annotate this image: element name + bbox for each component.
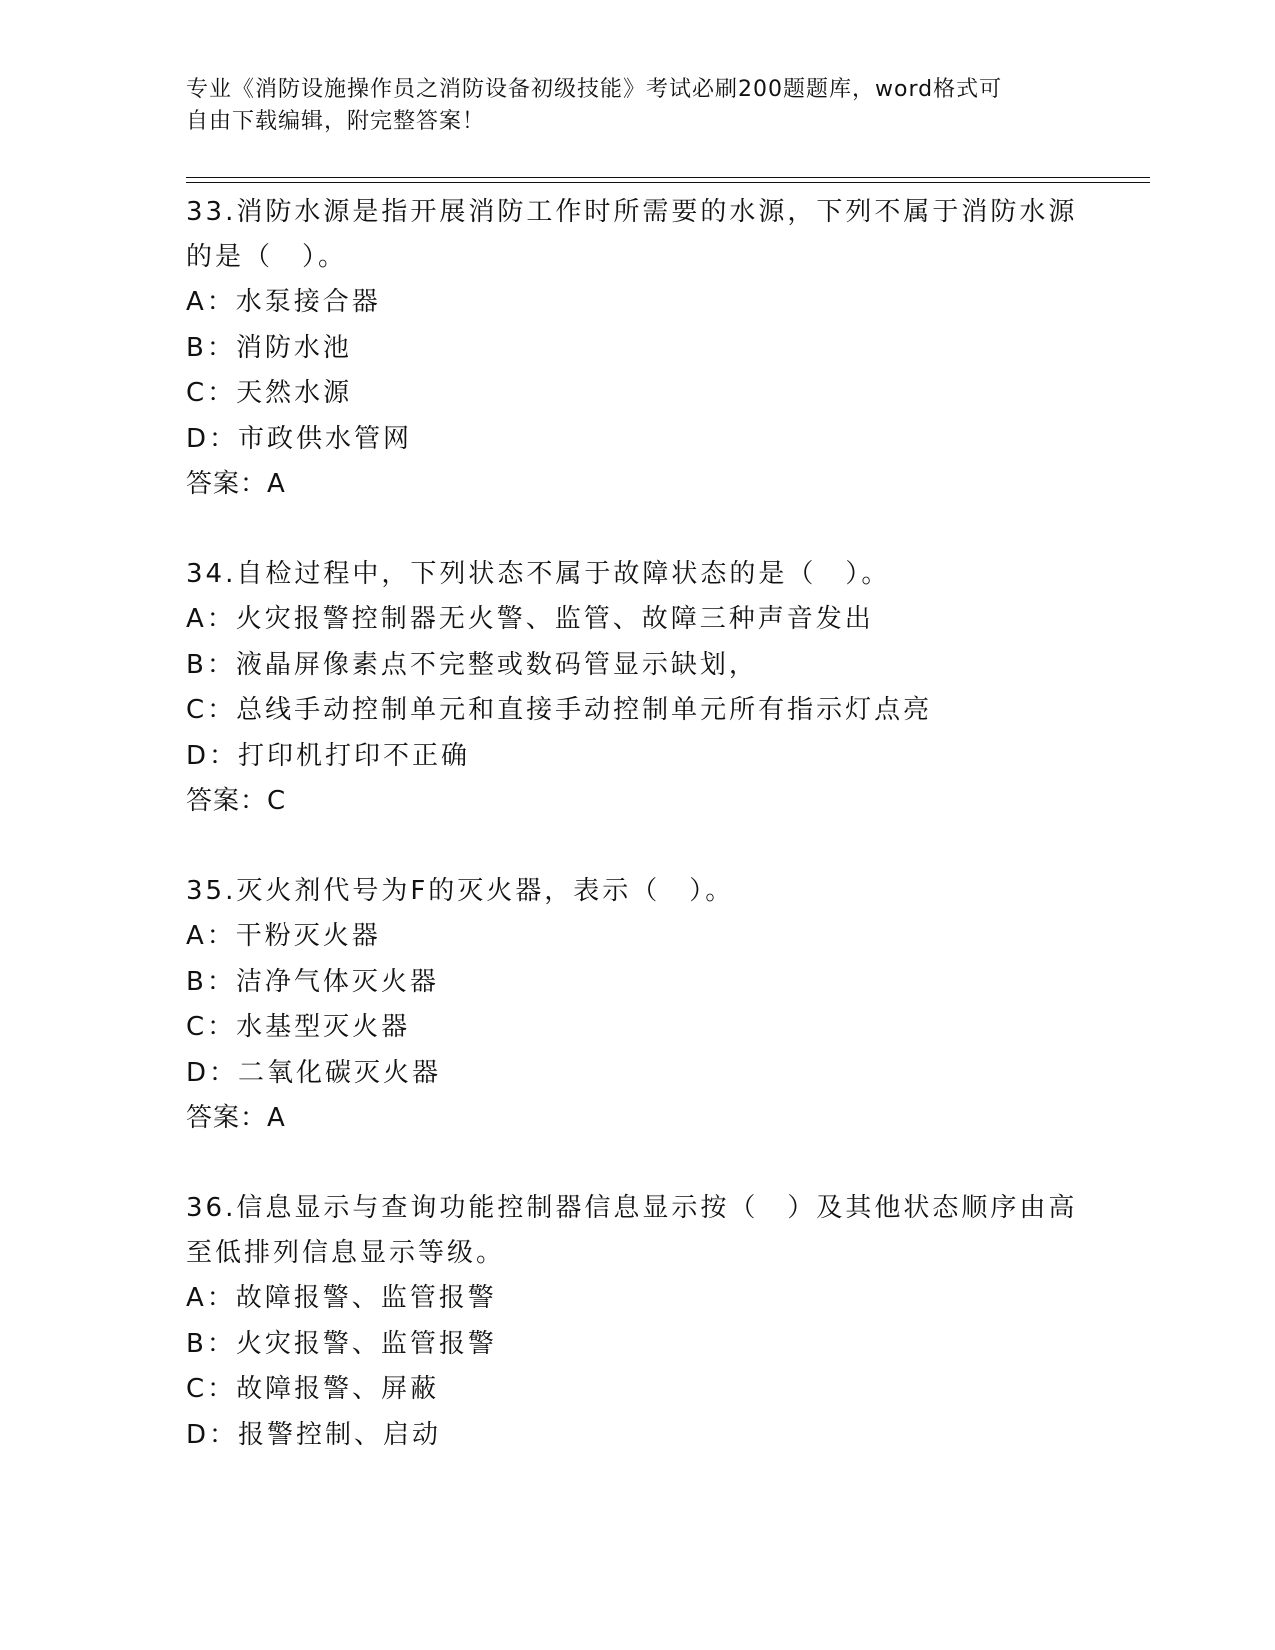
question-text-continued: 至低排列信息显示等级。 [186,1238,506,1268]
question-text: 34.自检过程中，下列状态不属于故障状态的是（ ）。 [186,559,891,589]
answer-text: 答案：C [186,786,287,816]
question-34 [186,552,1086,824]
document-header [186,74,1066,138]
option-d: D：打印机打印不正确 [186,740,471,771]
header-title-line-2: 自由下载编辑，附完整答案！ [186,109,486,134]
header-divider-bottom [186,182,1150,183]
header-divider-top [186,177,1150,178]
option-b: B：洁净气体灭火器 [186,966,439,997]
question-text: 33.消防水源是指开展消防工作时所需要的水源，下列不属于消防水源 [186,197,1078,227]
option-a: A：干粉灭火器 [186,921,381,951]
question-spacer [186,507,1086,552]
answer-text: 答案：A [186,469,286,499]
option-a: A：火灾报警控制器无火警、监管、故障三种声音发出 [186,604,874,634]
option-d: D：二氧化碳灭火器 [186,1057,442,1088]
option-b: B：消防水池 [186,332,352,363]
header-title-line-1: 专业《消防设施操作员之消防设备初级技能》考试必刷200题题库，word格式可 [186,77,1003,102]
option-b: B：火灾报警、监管报警 [186,1328,497,1359]
option-c: C：天然水源 [186,378,353,408]
option-d: D：市政供水管网 [186,423,413,454]
option-a: A：水泵接合器 [186,287,381,317]
option-d: D：报警控制、启动 [186,1419,442,1450]
question-list [186,190,1086,1458]
option-a: A：故障报警、监管报警 [186,1283,497,1313]
question-33 [186,190,1086,507]
question-text-continued: 的是（ ）。 [186,242,348,272]
option-c: C：故障报警、屏蔽 [186,1374,440,1404]
question-text: 36.信息显示与查询功能控制器信息显示按（ ）及其他状态顺序由高 [186,1193,1078,1223]
question-35 [186,869,1086,1141]
answer-text: 答案：A [186,1103,286,1133]
option-b: B：液晶屏像素点不完整或数码管显示缺划， [186,649,758,680]
question-spacer [186,824,1086,869]
option-c: C：总线手动控制单元和直接手动控制单元所有指示灯点亮 [186,695,933,725]
option-c: C：水基型灭火器 [186,1012,411,1042]
question-36 [186,1186,1086,1458]
question-text: 35.灭火剂代号为F的灭火器，表示（ ）。 [186,876,735,906]
question-spacer [186,1141,1086,1186]
